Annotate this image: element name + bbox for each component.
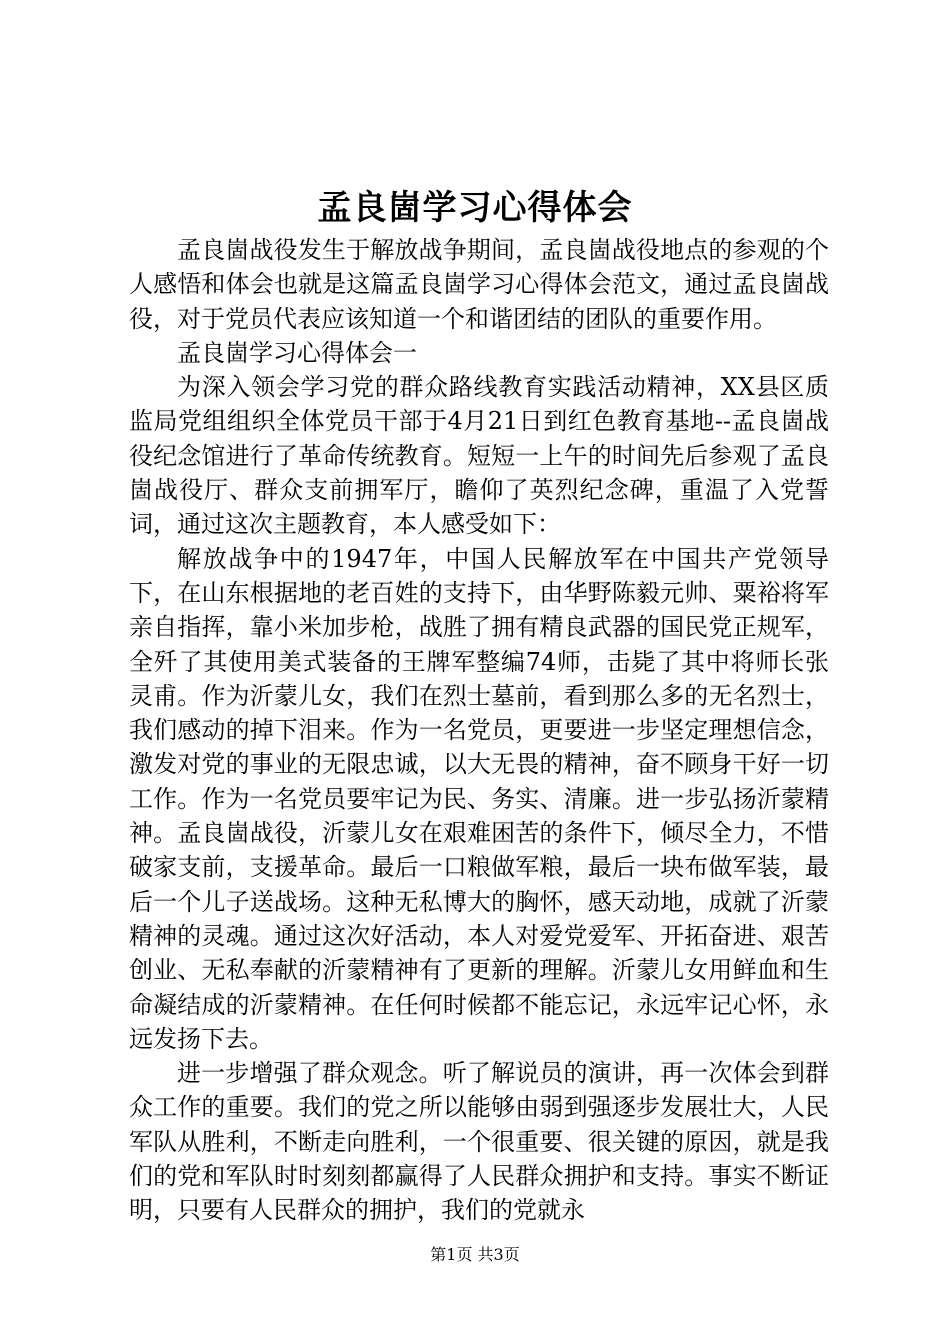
document-body (129, 233, 829, 1228)
intro-paragraph: 孟良崮战役发生于解放战争期间，孟良崮战役地点的参观的个人感悟和体会也就是这篇孟良崮学习心得体会范文，通过孟良崮战役，对于党员代表应该知道一个和谐团结的团队的重要作用。 (129, 236, 829, 333)
body-paragraph: 进一步增强了群众观念。听了解说员的演讲，再一次体会到群众工作的重要。我们的党之所以能够由弱到强逐步发展壮大，人民军队从胜利，不断走向胜利，一个很重要、很关键的原因，就是我们的党和军队时时刻刻都赢得了人民群众拥护和支持。事实不断证明，只要有人民群众的拥护，我们的党就永 (129, 1059, 829, 1225)
body-paragraph: 为深入领会学习党的群众路线教育实践活动精神，XX县区质监局党组组织全体党员干部于4月21日到红色教育基地--孟良崮战役纪念馆进行了革命传统教育。短短一上午的时间先后参观了孟良崮战役厅、群众支前拥军厅，瞻仰了英烈纪念碑，重温了入党誓词，通过这次主题教育，本人感受如下： (129, 373, 829, 539)
section-heading: 孟良崮学习心得体会一 (177, 338, 417, 367)
body-paragraph: 解放战争中的1947年，中国人民解放军在中国共产党领导下，在山东根据地的老百姓的支持下，由华野陈毅元帅、粟裕将军亲自指挥，靠小米加步枪，战胜了拥有精良武器的国民党正规军，全歼了其使用美式装备的王牌军整编74师，击毙了其中将师长张灵甫。作为沂蒙儿女，我们在烈士墓前，看到那么多的无名烈士，我们感动的掉下泪来。作为一名党员，更要进一步坚定理想信念，激发对党的事业的无限忠诚，以大无畏的精神，奋不顾身干好一切工作。作为一名党员要牢记为民、务实、清廉。进一步弘扬沂蒙精神。孟良崮战役，沂蒙儿女在艰难困苦的条件下，倾尽全力，不惜破家支前，支援革命。最后一口粮做军粮，最后一块布做军装，最后一个儿子送战场。这种无私博大的胸怀，感天动地，成就了沂蒙精神的灵魂。通过这次好活动，本人对爱党爱军、开拓奋进、艰苦创业、无私奉献的沂蒙精神有了更新的理解。沂蒙儿女用鲜血和生命凝结成的沂蒙精神。在任何时候都不能忘记，永远牢记心怀，永远发扬下去。 (129, 544, 829, 1053)
document-title: 孟良崮学习心得体会 (317, 188, 633, 228)
page-number-footer: 第1页 共3页 (430, 1245, 520, 1264)
